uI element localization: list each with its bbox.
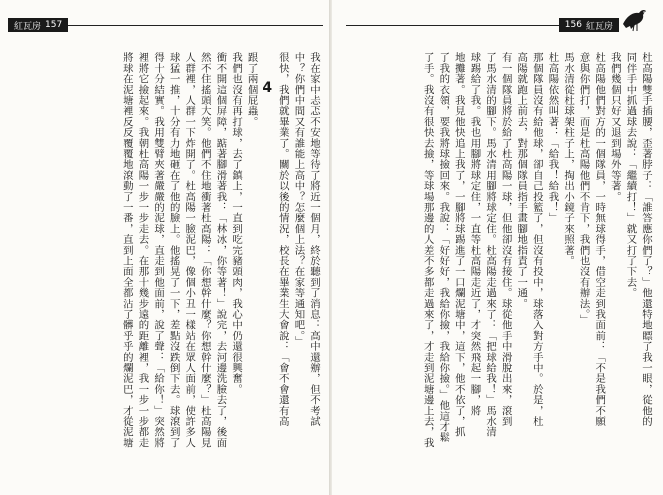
left-paragraph: 跟了兩個屁蟲。: [245, 52, 258, 127]
right-paragraph: 杜高陽他們對方的一個隊員，一時無球得手，借空走到我面前：「不是我們不願: [593, 52, 606, 427]
right-paragraph: 馬水清從杜球架柱子上，掏出小鏡子來照著。: [562, 52, 575, 266]
left-paragraph: 衝不開這個屏障，踮著腳滑著我：「林冰，你等著！」說完，去河邊洗臉去了，後面: [214, 52, 227, 448]
right-paragraph: 同伴手中抓過球去說：「繼續打！」就又打了下去。: [624, 52, 637, 299]
right-paragraph: 杜高陽雙手插腰，歪著脖子：「誰答應你們了？」他還特地瞟了我一眼，從他的: [640, 52, 652, 427]
right-paragraph: 地攤著。我見他快追上我了，一腳將球踢進了一口爛泥塘中，這下，他不依了，抓: [452, 52, 465, 438]
left-paragraph: 中？你們中間又有誰能上高中？怎麼個上法？在家等通知吧。」: [292, 52, 305, 347]
right-header-title: 紅瓦房: [585, 21, 613, 32]
right-paragraph: 杜高陽依然叫著：「給我！給我！」: [546, 52, 559, 224]
right-paragraph: 意與你們打，而是杜高陽他們不肯下，我們也沒有辦法。」: [577, 52, 590, 325]
left-paragraph: 將球在泥塘裡反反覆覆地滾動了一番，直到上面全都沾了髒乎乎的爛泥巴，才從泥塘: [120, 52, 133, 448]
left-header-rule: [68, 25, 323, 26]
right-paragraph: 球踢給了我。我也用腳將球定住，一直等杜高陽走近了，才突然飛起一腳，將: [468, 52, 481, 416]
left-paragraph: 球猛一推，十分有力地砸在了他的臉上。他搖晃了一下，差點沒跌倒下去。球滾到了: [167, 52, 180, 448]
left-page-number: 157: [45, 20, 63, 30]
left-paragraph: 我們也沒有再打球，去了鎮上，一直到吃完豬頭肉，我心中仍還很興奮。: [230, 52, 243, 395]
right-header-rule: [346, 25, 559, 26]
right-page-header: [346, 16, 619, 34]
right-paragraph: 我們幾個只好又退到場外等著。: [608, 52, 621, 202]
left-paragraph: 很快，我們就畢業了。關於以後的情況，校長在畢業生大會說：「會不會還有高: [276, 52, 289, 427]
right-page-text: [348, 52, 653, 479]
right-page: [332, 0, 663, 495]
right-paragraph: 有一個隊員將於給了杜高陽一球，但他卻沒有接住。球從他手中滑脫出來，滾到: [499, 52, 512, 427]
left-paragraph: 我在家中忐忑不安地等待了將近一個月，終於聽到了消息：高中還辦，但不考試: [308, 52, 320, 427]
right-paragraph: 了我的衣領，要我將球撿回來。我說：「好好好，我給你撿，我給你撿。」他這才鬆: [437, 52, 450, 443]
right-paragraph: 了馬水清的腳下。馬水清用腳將球定住。杜高陽走過來了：「把球給我！」馬水清: [484, 52, 497, 438]
right-page-number: 156: [564, 20, 582, 30]
right-paragraph: 高陽就跑上前去，對那個隊員指手畫腳地指責了一通。: [515, 52, 528, 309]
crow-icon: [619, 4, 649, 32]
left-header-box: [8, 18, 68, 32]
right-paragraph: 那個隊員沒有給他球，卻自己投籃了，但沒有投中，球落入對方手中。於是，杜: [530, 52, 543, 427]
left-page-header: [8, 16, 323, 34]
left-paragraph: 裡將它撿起來。我朝杜高陽一步一步走去。在那十幾步遠的距離裡，我一步一步都走: [136, 52, 149, 448]
left-header-title: 紅瓦房: [14, 21, 42, 32]
left-paragraph: 得十分結實。我用雙臂夾著嚴嚴的泥球，直走到他面前，說了聲：「給你！」突然將: [152, 52, 165, 448]
left-page-text: [10, 52, 321, 479]
chapter-number: 4: [259, 80, 276, 97]
left-paragraph: 人群裡，人群一下炸開了。杜高陽一臉泥巴，像個小丑一樣站在眾人面前，使許多人: [183, 52, 196, 448]
right-header-box: [559, 18, 619, 32]
left-paragraph: 然不住搖頭大笑。他們不住地衝著杜高陽：「你想幹什麼？你想幹什麼？」杜高陽見: [198, 52, 211, 448]
right-paragraph: 了手。我沒有很快去撿，等球場那邊的人差不多都走過來了，才走到泥塘邊上去，我: [421, 52, 434, 448]
left-page: [0, 0, 331, 495]
